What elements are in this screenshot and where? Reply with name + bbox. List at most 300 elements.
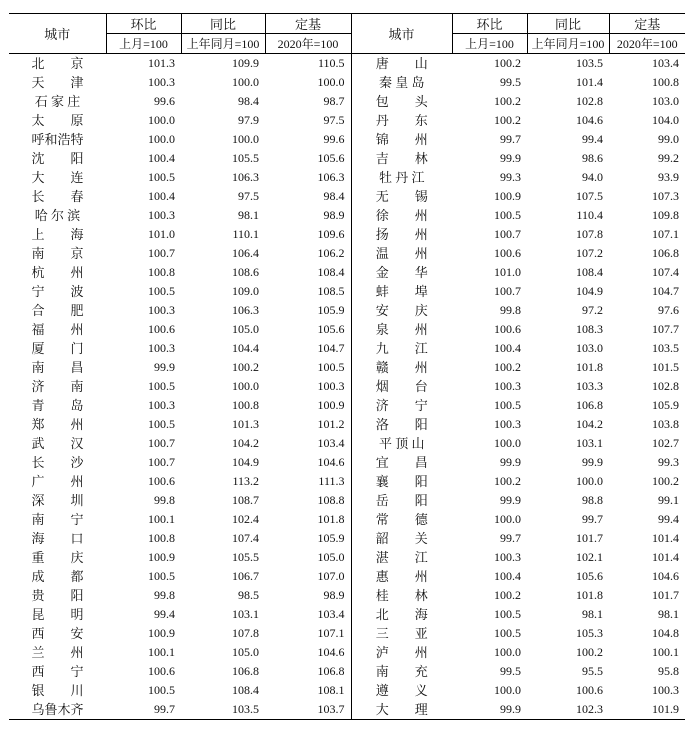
city-name-left: 南 宁 xyxy=(31,512,84,527)
city-name-left: 石 家 庄 xyxy=(34,94,81,109)
yoy-value-right: 105.6 xyxy=(576,569,603,583)
table-row xyxy=(9,700,685,720)
mom-value-left: 100.5 xyxy=(148,417,175,431)
table-row xyxy=(9,225,685,244)
mom-value-right: 100.3 xyxy=(494,417,521,431)
mom-value-right: 99.5 xyxy=(500,664,521,678)
yoy-value-left: 104.2 xyxy=(232,436,259,450)
price-index-table xyxy=(9,13,685,720)
mom-value-left: 100.5 xyxy=(148,683,175,697)
fixed-value-right: 100.1 xyxy=(652,645,679,659)
yoy-value-right: 100.6 xyxy=(576,683,603,697)
header-mom-base-right: 上月=100 xyxy=(452,34,527,54)
table-row xyxy=(9,54,685,74)
fixed-value-right: 107.1 xyxy=(652,227,679,241)
fixed-value-right: 107.3 xyxy=(652,189,679,203)
yoy-value-right: 108.4 xyxy=(576,265,603,279)
yoy-value-right: 98.6 xyxy=(582,151,603,165)
fixed-value-left: 104.6 xyxy=(317,645,345,659)
fixed-value-left: 98.4 xyxy=(323,189,345,203)
header-city-left: 城市 xyxy=(9,14,106,54)
city-name-left: 乌鲁木齐 xyxy=(9,700,106,720)
fixed-value-left: 101.8 xyxy=(317,512,345,526)
mom-value-right: 99.3 xyxy=(500,170,521,184)
mom-value-right: 100.3 xyxy=(494,550,521,564)
city-name-left: 兰 州 xyxy=(31,645,84,660)
fixed-value-right: 101.9 xyxy=(609,700,685,720)
yoy-value-right: 103.0 xyxy=(576,341,603,355)
yoy-value-left: 106.3 xyxy=(232,303,259,317)
city-name-left: 南 昌 xyxy=(31,360,84,375)
yoy-value-right: 99.9 xyxy=(582,455,603,469)
yoy-value-right: 104.6 xyxy=(576,113,603,127)
city-name-right: 唐 山 xyxy=(351,54,452,74)
mom-value-right: 100.2 xyxy=(494,360,521,374)
city-name-right: 无 锡 xyxy=(351,187,452,206)
city-name-right: 九 江 xyxy=(351,339,452,358)
mom-value-right: 100.7 xyxy=(494,284,521,298)
fixed-value-left: 103.7 xyxy=(265,700,351,720)
yoy-value-right: 107.8 xyxy=(576,227,603,241)
mom-value-left: 101.0 xyxy=(148,227,175,241)
mom-value-left: 100.3 xyxy=(148,75,175,89)
table-row xyxy=(9,662,685,681)
fixed-value-right: 101.5 xyxy=(652,360,679,374)
yoy-value-right: 102.8 xyxy=(576,94,603,108)
mom-value-right: 100.3 xyxy=(494,379,521,393)
fixed-value-left: 100.9 xyxy=(317,398,345,412)
table-row xyxy=(9,282,685,301)
mom-value-left: 100.5 xyxy=(148,170,175,184)
mom-value-right: 100.9 xyxy=(494,189,521,203)
header-row-main xyxy=(9,14,685,34)
mom-value-left: 100.5 xyxy=(148,569,175,583)
table-row xyxy=(9,415,685,434)
city-name-right: 湛 江 xyxy=(351,548,452,567)
table-row xyxy=(9,434,685,453)
city-name-left: 哈 尔 滨 xyxy=(34,208,81,223)
yoy-value-left: 104.4 xyxy=(232,341,259,355)
city-name-left: 宁 波 xyxy=(31,284,84,299)
yoy-value-left: 105.5 xyxy=(232,550,259,564)
yoy-value-right: 99.7 xyxy=(582,512,603,526)
city-name-right: 徐 州 xyxy=(351,206,452,225)
table-row xyxy=(9,111,685,130)
city-name-right: 韶 关 xyxy=(351,529,452,548)
city-name-right: 扬 州 xyxy=(351,225,452,244)
table-row xyxy=(9,472,685,491)
yoy-value-right: 104.2 xyxy=(576,417,603,431)
city-name-right: 吉 林 xyxy=(351,149,452,168)
city-name-right: 襄 阳 xyxy=(351,472,452,491)
fixed-value-right: 104.8 xyxy=(652,626,679,640)
yoy-value-right: 103.3 xyxy=(576,379,603,393)
city-name-right: 岳 阳 xyxy=(351,491,452,510)
fixed-value-left: 108.4 xyxy=(317,265,345,279)
city-name-right: 惠 州 xyxy=(351,567,452,586)
mom-value-right: 99.8 xyxy=(500,303,521,317)
fixed-value-left: 111.3 xyxy=(318,474,345,488)
fixed-value-right: 101.4 xyxy=(652,550,679,564)
fixed-value-left: 106.3 xyxy=(317,170,345,184)
mom-value-left: 100.7 xyxy=(148,246,175,260)
mom-value-left: 100.1 xyxy=(148,645,175,659)
mom-value-left: 100.3 xyxy=(148,398,175,412)
table-row xyxy=(9,377,685,396)
yoy-value-left: 100.0 xyxy=(232,379,259,393)
city-name-left: 南 京 xyxy=(31,246,84,261)
yoy-value-right: 100.0 xyxy=(576,474,603,488)
yoy-value-right: 99.4 xyxy=(582,132,603,146)
city-name-left: 福 州 xyxy=(31,322,84,337)
city-name-right: 秦 皇 岛 xyxy=(351,73,452,92)
fixed-value-left: 108.8 xyxy=(317,493,345,507)
table-row xyxy=(9,643,685,662)
mom-value-left: 99.8 xyxy=(154,493,175,507)
yoy-value-left: 105.0 xyxy=(232,322,259,336)
mom-value-left: 100.8 xyxy=(148,531,175,545)
city-name-left: 济 南 xyxy=(31,379,84,394)
fixed-value-right: 102.7 xyxy=(652,436,679,450)
fixed-value-right: 104.7 xyxy=(652,284,679,298)
fixed-value-right: 100.2 xyxy=(652,474,679,488)
table-row xyxy=(9,681,685,700)
city-name-right: 三 亚 xyxy=(351,624,452,643)
mom-value-left: 99.8 xyxy=(154,588,175,602)
city-name-left: 西 安 xyxy=(31,626,84,641)
yoy-value-right: 101.8 xyxy=(576,360,603,374)
mom-value-right: 100.0 xyxy=(494,436,521,450)
table-row xyxy=(9,320,685,339)
fixed-value-right: 99.2 xyxy=(658,151,679,165)
mom-value-left: 100.5 xyxy=(148,284,175,298)
yoy-value-right: 98.8 xyxy=(582,493,603,507)
yoy-value-left: 100.2 xyxy=(232,360,259,374)
mom-value-left: 100.9 xyxy=(148,550,175,564)
table-row xyxy=(9,130,685,149)
header-fixed-base-right: 2020年=100 xyxy=(609,34,685,54)
mom-value-right: 99.7 xyxy=(500,531,521,545)
mom-value-left: 101.3 xyxy=(148,56,175,70)
mom-value-right: 100.5 xyxy=(494,208,521,222)
city-name-right: 泸 州 xyxy=(351,643,452,662)
fixed-value-right: 104.6 xyxy=(652,569,679,583)
yoy-value-right: 103.5 xyxy=(576,56,603,70)
city-name-left: 呼和浩特 xyxy=(31,132,84,147)
mom-value-left: 100.6 xyxy=(148,474,175,488)
mom-value-right: 100.2 xyxy=(494,94,521,108)
mom-value-right: 100.2 xyxy=(494,56,521,70)
city-name-right: 温 州 xyxy=(351,244,452,263)
table-row xyxy=(9,301,685,320)
table-row xyxy=(9,263,685,282)
mom-value-right: 100.6 xyxy=(494,322,521,336)
fixed-value-right: 99.0 xyxy=(658,132,679,146)
mom-value-left: 100.3 xyxy=(148,208,175,222)
yoy-value-left: 103.5 xyxy=(181,700,265,720)
fixed-value-left: 107.0 xyxy=(317,569,345,583)
table-row xyxy=(9,339,685,358)
header-city-right: 城市 xyxy=(351,14,452,54)
mom-value-right: 100.5 xyxy=(494,607,521,621)
mom-value-right: 99.9 xyxy=(452,700,527,720)
mom-value-left: 99.9 xyxy=(154,360,175,374)
yoy-value-right: 101.8 xyxy=(576,588,603,602)
mom-value-right: 100.0 xyxy=(494,512,521,526)
city-name-left: 上 海 xyxy=(31,227,84,242)
city-name-right: 泉 州 xyxy=(351,320,452,339)
yoy-value-left: 97.5 xyxy=(238,189,259,203)
table-row xyxy=(9,149,685,168)
fixed-value-left: 105.6 xyxy=(317,151,345,165)
mom-value-right: 100.2 xyxy=(494,113,521,127)
city-name-left: 厦 门 xyxy=(31,341,84,356)
yoy-value-left: 100.8 xyxy=(232,398,259,412)
city-name-right: 常 德 xyxy=(351,510,452,529)
mom-value-left: 99.6 xyxy=(154,94,175,108)
city-name-right: 济 宁 xyxy=(351,396,452,415)
mom-value-left: 100.3 xyxy=(148,341,175,355)
table-row xyxy=(9,358,685,377)
city-name-left: 长 沙 xyxy=(31,455,84,470)
header-mom-base-left: 上月=100 xyxy=(106,34,181,54)
yoy-value-left: 107.8 xyxy=(232,626,259,640)
fixed-value-right: 106.8 xyxy=(652,246,679,260)
mom-value-left: 100.6 xyxy=(148,664,175,678)
yoy-value-right: 98.1 xyxy=(582,607,603,621)
city-name-right: 洛 阳 xyxy=(351,415,452,434)
yoy-value-left: 107.4 xyxy=(232,531,259,545)
yoy-value-right: 94.0 xyxy=(582,170,603,184)
fixed-value-left: 98.9 xyxy=(323,588,345,602)
yoy-value-left: 98.1 xyxy=(238,208,259,222)
city-name-left: 郑 州 xyxy=(31,417,84,432)
fixed-value-left: 106.8 xyxy=(317,664,345,678)
fixed-value-left: 104.6 xyxy=(317,455,345,469)
table-row xyxy=(9,244,685,263)
table-row xyxy=(9,206,685,225)
yoy-value-left: 105.0 xyxy=(232,645,259,659)
city-name-left: 海 口 xyxy=(31,531,84,546)
fixed-value-right: 109.8 xyxy=(652,208,679,222)
table-row xyxy=(9,187,685,206)
table-row xyxy=(9,567,685,586)
yoy-value-left: 100.0 xyxy=(232,132,259,146)
city-name-right: 大 理 xyxy=(351,700,452,720)
city-name-left: 西 宁 xyxy=(31,664,84,679)
table-row xyxy=(9,529,685,548)
mom-value-right: 99.7 xyxy=(500,132,521,146)
mom-value-left: 100.8 xyxy=(148,265,175,279)
fixed-value-left: 105.9 xyxy=(317,303,345,317)
city-name-right: 金 华 xyxy=(351,263,452,282)
fixed-value-right: 102.8 xyxy=(652,379,679,393)
fixed-value-left: 103.4 xyxy=(317,436,345,450)
mom-value-right: 101.0 xyxy=(494,265,521,279)
mom-value-left: 100.6 xyxy=(148,322,175,336)
fixed-value-left: 100.5 xyxy=(317,360,345,374)
yoy-value-left: 110.1 xyxy=(232,227,259,241)
fixed-value-right: 101.4 xyxy=(652,531,679,545)
city-name-right: 桂 林 xyxy=(351,586,452,605)
yoy-value-right: 105.3 xyxy=(576,626,603,640)
yoy-value-left: 106.3 xyxy=(232,170,259,184)
fixed-value-right: 99.1 xyxy=(658,493,679,507)
fixed-value-right: 97.6 xyxy=(658,303,679,317)
fixed-value-left: 108.5 xyxy=(317,284,345,298)
city-name-right: 南 充 xyxy=(351,662,452,681)
fixed-value-right: 100.8 xyxy=(652,75,679,89)
fixed-value-right: 103.8 xyxy=(652,417,679,431)
city-name-right: 遵 义 xyxy=(351,681,452,700)
fixed-value-right: 105.9 xyxy=(652,398,679,412)
mom-value-left: 100.1 xyxy=(148,512,175,526)
yoy-value-right: 107.2 xyxy=(576,246,603,260)
yoy-value-left: 101.3 xyxy=(232,417,259,431)
fixed-value-left: 105.0 xyxy=(317,550,345,564)
fixed-value-right: 107.7 xyxy=(652,322,679,336)
table-row xyxy=(9,624,685,643)
yoy-value-left: 108.6 xyxy=(232,265,259,279)
table-row xyxy=(9,605,685,624)
fixed-value-right: 104.0 xyxy=(652,113,679,127)
mom-value-left: 100.7 xyxy=(148,455,175,469)
yoy-value-left: 106.4 xyxy=(232,246,259,260)
fixed-value-right: 98.1 xyxy=(658,607,679,621)
table-row xyxy=(9,396,685,415)
mom-value-left: 100.3 xyxy=(148,303,175,317)
table-row xyxy=(9,168,685,187)
table-row xyxy=(9,73,685,92)
fixed-value-left: 107.1 xyxy=(317,626,345,640)
yoy-value-right: 100.2 xyxy=(576,645,603,659)
mom-value-right: 99.5 xyxy=(500,75,521,89)
fixed-value-left: 100.3 xyxy=(317,379,345,393)
city-name-left: 重 庆 xyxy=(31,550,84,565)
mom-value-right: 100.2 xyxy=(494,588,521,602)
mom-value-right: 100.5 xyxy=(494,398,521,412)
city-name-left: 北 京 xyxy=(31,56,84,71)
mom-value-right: 100.2 xyxy=(494,474,521,488)
yoy-value-left: 106.7 xyxy=(232,569,259,583)
mom-value-left: 99.7 xyxy=(106,700,181,720)
fixed-value-left: 100.0 xyxy=(317,75,345,89)
fixed-value-right: 103.5 xyxy=(652,341,679,355)
yoy-value-right: 101.4 xyxy=(576,75,603,89)
yoy-value-right: 95.5 xyxy=(582,664,603,678)
fixed-value-left: 110.5 xyxy=(317,56,345,70)
fixed-value-left: 97.5 xyxy=(323,113,345,127)
city-name-left: 成 都 xyxy=(31,569,84,584)
fixed-value-left: 106.2 xyxy=(317,246,345,260)
fixed-value-right: 95.8 xyxy=(658,664,679,678)
yoy-value-left: 108.4 xyxy=(232,683,259,697)
mom-value-right: 100.6 xyxy=(494,246,521,260)
mom-value-left: 100.7 xyxy=(148,436,175,450)
table-body xyxy=(9,54,685,720)
fixed-value-right: 107.4 xyxy=(652,265,679,279)
city-name-right: 平 顶 山 xyxy=(351,434,452,453)
table-row xyxy=(9,491,685,510)
mom-value-left: 100.4 xyxy=(148,189,175,203)
fixed-value-left: 105.6 xyxy=(317,322,345,336)
yoy-value-left: 98.5 xyxy=(238,588,259,602)
yoy-value-right: 97.2 xyxy=(582,303,603,317)
city-name-left: 昆 明 xyxy=(31,607,84,622)
yoy-value-left: 106.8 xyxy=(232,664,259,678)
city-name-right: 安 庆 xyxy=(351,301,452,320)
yoy-value-left: 103.1 xyxy=(232,607,259,621)
city-name-left: 沈 阳 xyxy=(31,151,84,166)
fixed-value-right: 103.0 xyxy=(652,94,679,108)
header-fixed-base-left: 2020年=100 xyxy=(265,34,351,54)
yoy-value-right: 106.8 xyxy=(576,398,603,412)
table-row xyxy=(9,92,685,111)
header-mom-right: 环比 xyxy=(452,14,527,34)
header-yoy-right: 同比 xyxy=(527,14,609,34)
city-name-left: 武 汉 xyxy=(31,436,84,451)
city-name-right: 赣 州 xyxy=(351,358,452,377)
table-row xyxy=(9,453,685,472)
yoy-value-left: 97.9 xyxy=(238,113,259,127)
fixed-value-left: 101.2 xyxy=(317,417,345,431)
table-row xyxy=(9,548,685,567)
yoy-value-right: 108.3 xyxy=(576,322,603,336)
city-name-left: 长 春 xyxy=(31,189,84,204)
yoy-value-right: 110.4 xyxy=(576,208,603,222)
yoy-value-left: 104.9 xyxy=(232,455,259,469)
yoy-value-right: 102.1 xyxy=(576,550,603,564)
city-name-left: 太 原 xyxy=(31,113,84,128)
mom-value-right: 100.4 xyxy=(494,569,521,583)
city-name-left: 青 岛 xyxy=(31,398,84,413)
city-name-left: 杭 州 xyxy=(31,265,84,280)
header-row-base xyxy=(9,34,685,54)
mom-value-left: 100.0 xyxy=(148,113,175,127)
city-name-left: 银 川 xyxy=(31,683,84,698)
fixed-value-left: 98.7 xyxy=(323,94,345,108)
yoy-value-left: 100.0 xyxy=(232,75,259,89)
mom-value-right: 100.0 xyxy=(494,645,521,659)
city-name-right: 北 海 xyxy=(351,605,452,624)
mom-value-left: 100.0 xyxy=(148,132,175,146)
city-name-right: 包 头 xyxy=(351,92,452,111)
mom-value-right: 100.0 xyxy=(494,683,521,697)
city-name-right: 蚌 埠 xyxy=(351,282,452,301)
fixed-value-right: 103.4 xyxy=(652,56,679,70)
fixed-value-left: 103.4 xyxy=(317,607,345,621)
mom-value-right: 99.9 xyxy=(500,151,521,165)
yoy-value-left: 109.9 xyxy=(232,56,259,70)
city-name-right: 烟 台 xyxy=(351,377,452,396)
header-yoy-base-left: 上年同月=100 xyxy=(181,34,265,54)
yoy-value-left: 98.4 xyxy=(238,94,259,108)
yoy-value-left: 113.2 xyxy=(232,474,259,488)
city-name-right: 宜 昌 xyxy=(351,453,452,472)
fixed-value-right: 99.4 xyxy=(658,512,679,526)
fixed-value-left: 105.9 xyxy=(317,531,345,545)
yoy-value-right: 103.1 xyxy=(576,436,603,450)
fixed-value-right: 93.9 xyxy=(658,170,679,184)
yoy-value-left: 102.4 xyxy=(232,512,259,526)
fixed-value-right: 99.3 xyxy=(658,455,679,469)
yoy-value-left: 105.5 xyxy=(232,151,259,165)
mom-value-left: 100.9 xyxy=(148,626,175,640)
yoy-value-left: 109.0 xyxy=(232,284,259,298)
city-name-left: 深 圳 xyxy=(31,493,84,508)
mom-value-right: 100.4 xyxy=(494,341,521,355)
yoy-value-left: 108.7 xyxy=(232,493,259,507)
